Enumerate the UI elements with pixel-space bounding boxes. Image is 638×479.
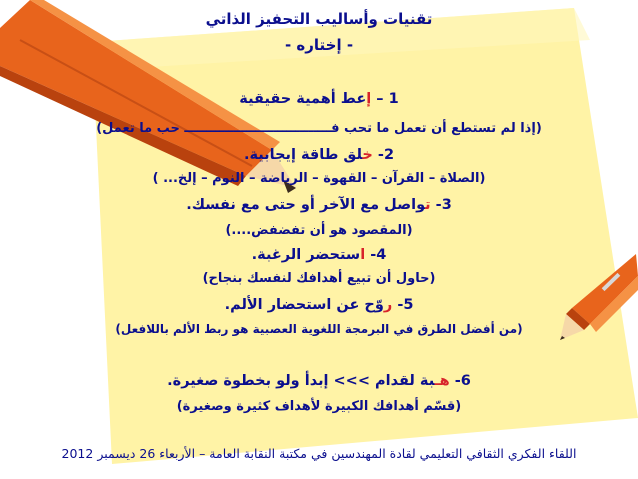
note-3: (المقصود هو أن تفضفض....) — [225, 223, 413, 238]
item-text: لق طاقة إيجابية. — [243, 147, 363, 163]
item-text: ستحضر الرغبة. — [251, 247, 361, 263]
item-1 — [0, 90, 638, 108]
item-number: 3- — [430, 197, 452, 213]
item-initial: ر — [383, 297, 393, 313]
item-text: بة لقدام >>> إبدأ ولو بخطوة صغيرة. — [167, 373, 435, 389]
item-initial: ت — [425, 197, 431, 213]
item-number: 5- — [392, 297, 414, 313]
item-4 — [0, 246, 638, 264]
item-number: 2- — [372, 147, 395, 163]
item-initial: هـ — [434, 373, 450, 389]
item-text: وّح عن استحضار الألم. — [224, 297, 384, 313]
item-text: عط أهمية حقيقية — [239, 91, 367, 107]
item-number: 4- — [365, 247, 387, 263]
slide-footer: اللقاء الفكري الثقافي التعليمي لقادة المهندسين في مكتبة النقابة العامة – الأربعاء 26 ديسمبر 2012 — [61, 446, 577, 461]
item-6 — [0, 372, 638, 390]
item-2 — [0, 146, 638, 164]
item-3 — [0, 196, 638, 214]
item-text: واصل مع الآخر أو حتى مع نفسك. — [186, 197, 426, 213]
item-number: 1 – — [371, 91, 399, 107]
item-5 — [0, 296, 638, 314]
item-number: 6- — [449, 373, 471, 389]
note-6: (قسّم أهدافك الكبيرة لأهداف كثيرة وصغيرة) — [176, 399, 462, 414]
slide-title: تقنيات وأساليب التحفيز الذاتي — [205, 10, 433, 28]
slide-subtitle: - إختاره - — [284, 36, 354, 54]
note-5: (من أفضل الطرق في البرمجة اللغوية العصبية هو ربط الألم باللافعل) — [115, 322, 523, 336]
note-4: (حاول أن تبيع أهدافك لنفسك بنجاح) — [202, 271, 436, 286]
item-initial: خ — [362, 147, 373, 163]
note-1: (إذا لم تستطع أن تعمل ما تحب فـــــــــــــــــــــــــــــــــ حب ما تعمل) — [96, 121, 542, 136]
note-2: (الصلاة – القرآن – القهوة – الرياضة – النوم – إلخ... ) — [152, 171, 486, 186]
item-initial: ا — [360, 247, 366, 263]
item-initial: إ — [366, 91, 372, 107]
